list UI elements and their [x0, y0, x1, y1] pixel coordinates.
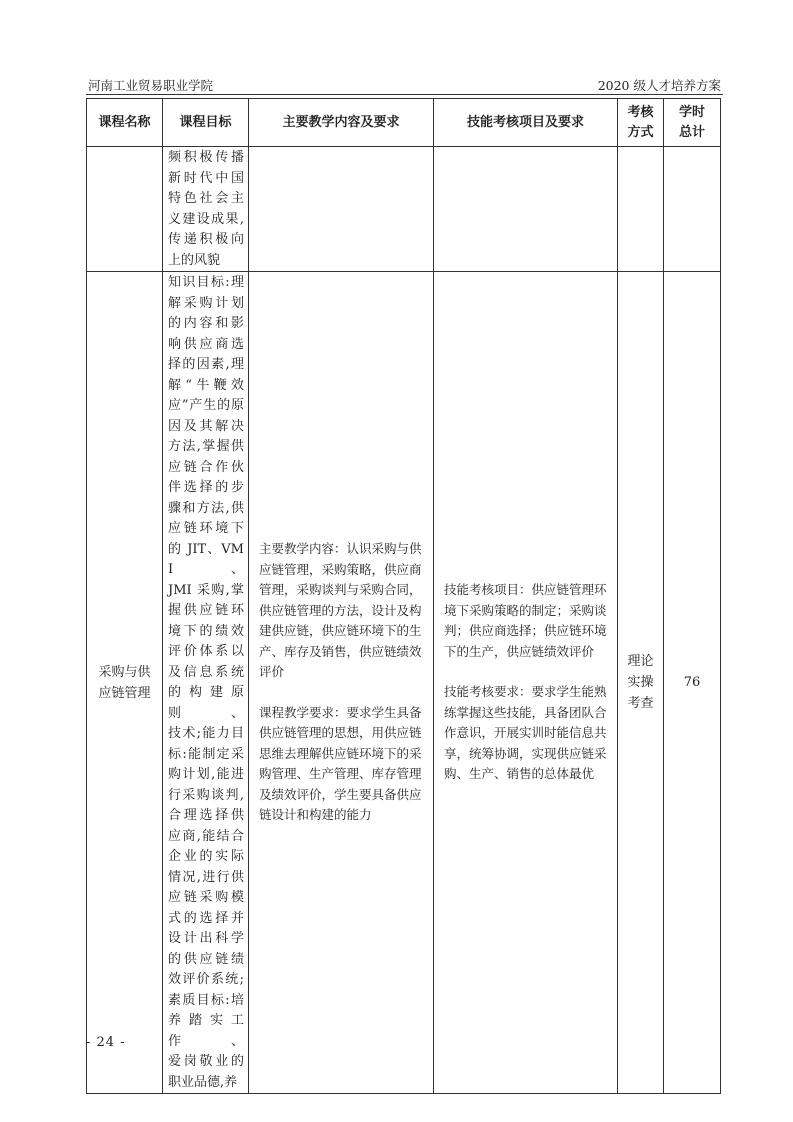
goal-line: 的 JIT、VMI、 — [168, 541, 244, 577]
header-course-name: 课程名称 — [87, 99, 163, 147]
teaching-requirement-text: 课程教学要求：要求学生具备供应链管理的思想，用供应链思维去理解供应链环境下的采购管理、生产管理、库存管理及绩效评价，学生要具备供应链设计和构建的能力 — [259, 704, 422, 823]
exam-method-line3: 考查 — [627, 696, 654, 711]
goal-line: 企业的实际 — [168, 849, 244, 864]
header-course-goal: 课程目标 — [163, 99, 249, 147]
teaching-content-text: 主要教学内容：认识采购与供应链管理，采购策略，供应商管理，采购谈判与采购合同，供应链管理的方法，设计及构建供应链，供应链环境下的生产、库存及销售，供应链绩效评价 — [259, 541, 422, 680]
header-skill-assessment: 技能考核项目及要求 — [434, 99, 618, 147]
header-total-hours — [664, 99, 721, 147]
continuation-skills-cell — [434, 147, 618, 272]
exam-method-line2: 实操 — [627, 675, 654, 690]
course-table — [86, 98, 721, 1094]
goal-line: 的构建原则、 — [168, 685, 244, 721]
page-number: - 24 - — [86, 1035, 126, 1050]
skill-requirement-text: 技能考核要求：要求学生能熟练掌握这些技能，具备团队合作意识，开展实训时能信息共享，统筹协调，实现供应链采购、生产、销售的总体最优 — [444, 684, 607, 782]
goal-line: 效评价系统; — [168, 972, 244, 987]
goal-line: 的内容和影 — [168, 316, 244, 331]
goal-line: 骤和方法,供 — [168, 500, 244, 516]
goal-line: 握供应链环 — [168, 603, 244, 618]
continuation-goal-cell — [163, 147, 249, 272]
goal-line: 频积极传播 — [168, 150, 244, 165]
goal-line: 养踏实工作、 — [168, 1013, 244, 1049]
skill-assessment-cell — [434, 272, 618, 1094]
continuation-content-cell — [249, 147, 434, 272]
goal-line: 应链合作伙 — [168, 459, 244, 475]
header-exam-method-line2: 方式 — [627, 124, 654, 140]
goal-line: 职业品德,养 — [168, 1074, 238, 1090]
goal-line: 评价体系以 — [168, 644, 244, 659]
goal-line: 情况,进行供 — [168, 869, 244, 885]
goal-line: 境下的绩效 — [168, 623, 244, 639]
goal-line: 应链采购模 — [168, 890, 244, 905]
goal-line: 爱岗敬业的 — [168, 1054, 244, 1069]
continuation-name-cell — [87, 147, 163, 272]
goal-line: 伴选择的步 — [168, 480, 244, 495]
header-total-hours-line2: 总计 — [678, 124, 705, 140]
goal-line: 技术;能力目 — [168, 726, 244, 741]
exam-method-cell — [618, 272, 664, 1094]
continuation-hours-cell — [664, 147, 721, 272]
document-title: 2020 级人才培养方案 — [597, 78, 721, 93]
header-total-hours-line1: 学时 — [678, 104, 705, 120]
goal-line: 解采购计划 — [168, 295, 244, 311]
table-header-row — [87, 99, 721, 147]
goal-line: 新时代中国 — [168, 170, 244, 186]
goal-line: 设计出科学 — [168, 931, 244, 946]
goal-line: 式的选择并 — [168, 910, 244, 926]
course-name-cell — [87, 272, 163, 1094]
skill-items-text: 技能考核项目：供应链管理环境下采购策略的制定；采购谈判；供应商选择；供应链环境下的生产，供应链绩效评价 — [444, 582, 607, 659]
goal-line: 应链环境下 — [168, 521, 244, 536]
goal-line: 上的风貌 — [168, 252, 221, 268]
goal-line: 购计划,能进 — [168, 767, 244, 782]
goal-line: 方法,掌握供 — [168, 439, 244, 454]
goal-line: 传递积极向 — [168, 232, 244, 247]
goal-line: 因及其解决 — [168, 418, 244, 434]
course-goal-cell — [163, 272, 249, 1094]
goal-line: 特色社会主 — [168, 191, 244, 206]
teaching-content-cell — [249, 272, 434, 1094]
school-name: 河南工业贸易职业学院 — [88, 78, 214, 93]
course-name-line2: 应链管理 — [98, 685, 151, 701]
goal-line: 响供应商选 — [168, 336, 244, 352]
header-teaching-content: 主要教学内容及要求 — [249, 99, 434, 147]
goal-line: JMI 采购,掌 — [168, 582, 244, 598]
exam-method-line1: 理论 — [627, 654, 654, 669]
goal-line: 素质目标:培 — [168, 992, 244, 1008]
goal-line: 的供应链绩 — [168, 951, 244, 967]
goal-line: 应”产生的原 — [168, 398, 244, 413]
goal-line: 应商,能结合 — [168, 828, 244, 844]
course-name-line1: 采购与供 — [98, 664, 151, 680]
continuation-exam-cell — [618, 147, 664, 272]
goal-line: 择的因素,理 — [168, 357, 244, 372]
goal-line: 义建设成果, — [168, 211, 244, 227]
table-row-course — [87, 272, 721, 1094]
goal-line: 标:能制定采 — [168, 746, 244, 762]
goal-line: 及信息系统 — [168, 664, 244, 680]
goal-line: 知识目标:理 — [168, 275, 244, 290]
goal-line: 解“牛鞭效 — [168, 377, 244, 393]
goal-line: 行采购谈判, — [168, 787, 244, 803]
goal-line: 合理选择供 — [168, 808, 244, 823]
table-row-continuation — [87, 147, 721, 272]
header-exam-method-line1: 考核 — [627, 104, 654, 120]
page-header — [86, 76, 723, 95]
total-hours-cell: 76 — [664, 272, 721, 1094]
header-exam-method — [618, 99, 664, 147]
